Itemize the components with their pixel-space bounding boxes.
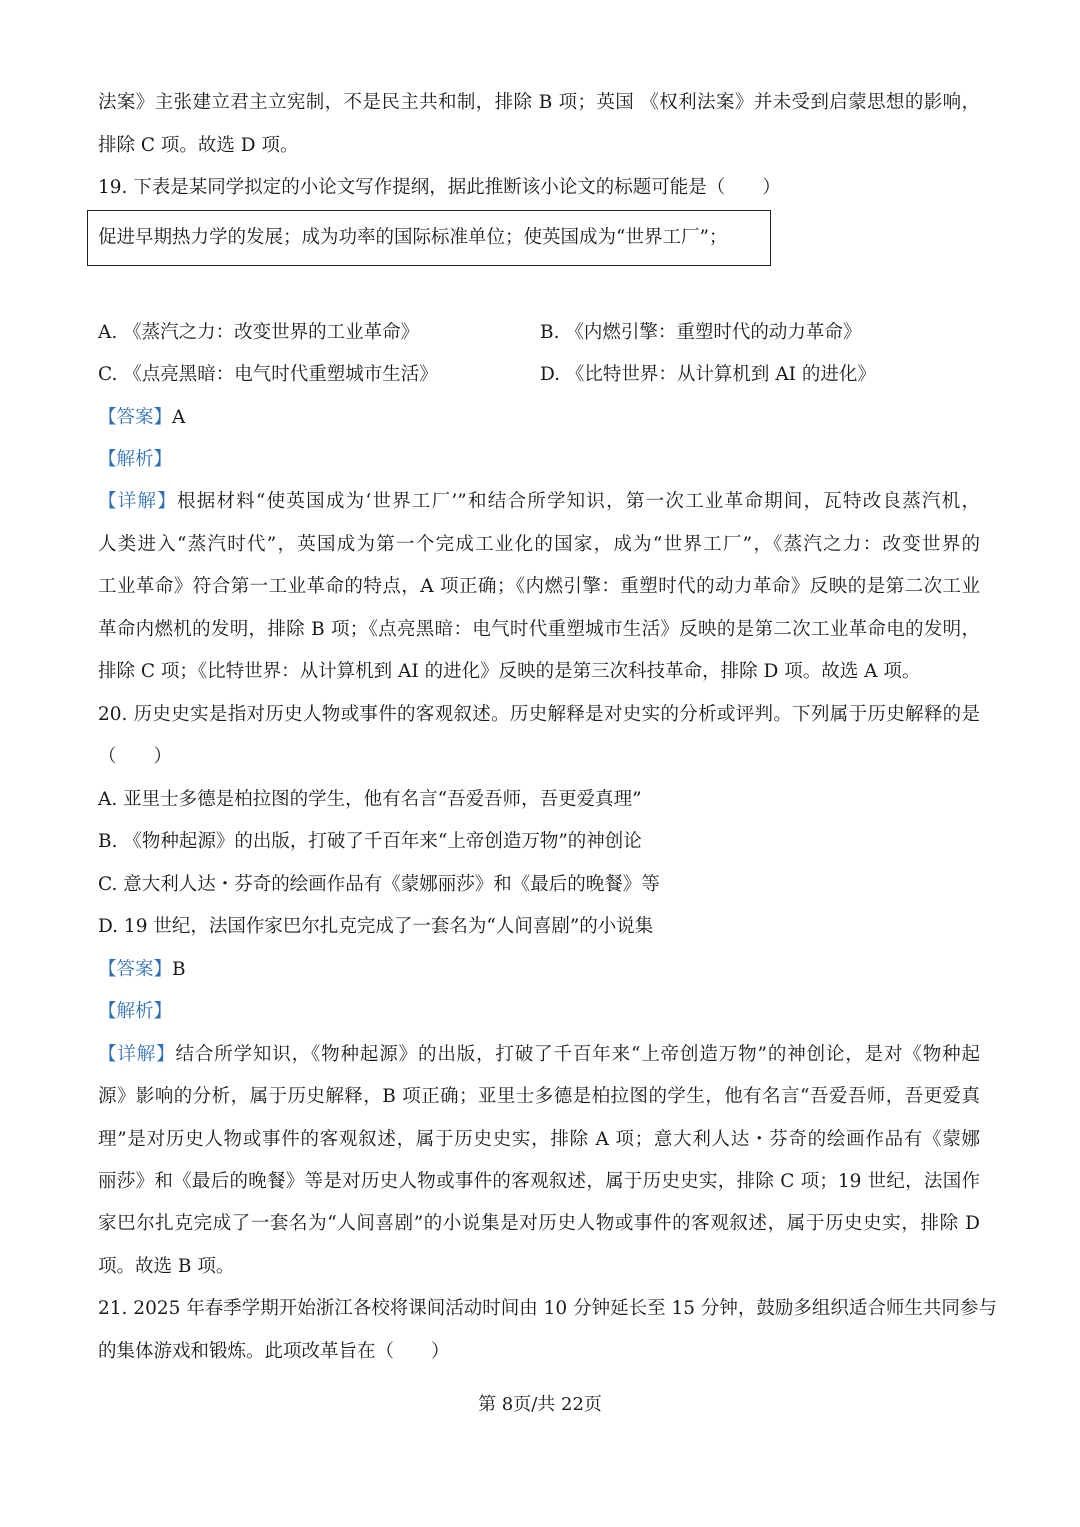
q20-option-d: D. 19 世纪，法国作家巴尔扎克完成了一套名为“人间喜剧”的小说集: [98, 916, 654, 937]
q19-outline-text: 促进早期热力学的发展；成为功率的国际标准单位；使英国成为“世界工厂”；: [98, 227, 728, 248]
q20-analysis-tag: [98, 999, 172, 1025]
q20-answer: [98, 957, 186, 983]
continuation-line-2: 排除 C 项。故选 D 项。: [98, 135, 299, 156]
q20-detail-line-3: 理”是对历史人物或事件的客观叙述，属于历史史实，排除 A 项；意大利人达・芬奇的绘画作品有《蒙娜: [98, 1129, 980, 1150]
q19-option-row-1: [98, 320, 862, 346]
q20-detail-tag: 【详解】: [98, 1044, 176, 1065]
q20-answer-value: B: [172, 959, 186, 980]
q19-option-c: C. 《点亮黑暗：电气时代重塑城市生活》: [98, 364, 438, 385]
q20-answer-tag: 【答案】: [98, 959, 173, 980]
q20-detail-line-2: 源》影响的分析，属于历史解释，B 项正确；亚里士多德是柏拉图的学生，他有名言“吾爱吾师，吾更爱真: [98, 1086, 980, 1107]
q19-detail-text-1: 根据材料“使英国成为‘世界工厂’”和结合所学知识，第一次工业革命期间，瓦特改良蒸汽机，: [176, 491, 980, 512]
q19-option-d: D. 《比特世界：从计算机到 AI 的进化》: [540, 364, 876, 385]
q19-analysis-label: 【解析】: [98, 449, 173, 470]
q20-stem-line-2: （ ）: [98, 746, 173, 767]
q19-detail-line-5: 排除 C 项；《比特世界：从计算机到 AI 的进化》反映的是第三次科技革命，排除 D 项。故选 A 项。: [98, 661, 921, 682]
q20-option-a: A. 亚里士多德是柏拉图的学生，他有名言“吾爱吾师，吾更爱真理”: [98, 789, 642, 810]
q20-detail-text-1: 结合所学知识，《物种起源》的出版，打破了千百年来“上帝创造万物”的神创论，是对《物种起: [175, 1044, 980, 1065]
q19-detail-line-4: 革命内燃机的发明，排除 B 项；《点亮黑暗：电气时代重塑城市生活》反映的是第二次工业革命电的发明，: [98, 619, 980, 640]
q20-detail-line-4: 丽莎》和《最后的晚餐》等是对历史人物或事件的客观叙述，属于历史史实，排除 C 项；19 世纪，法国作: [98, 1171, 980, 1192]
q19-stem: 19. 下表是某同学拟定的小论文写作提纲，据此推断该小论文的标题可能是（ ）: [98, 177, 781, 198]
q20-detail-line-1: [98, 1042, 980, 1068]
q19-detail-line-1: [98, 489, 980, 515]
q19-option-row-2: [98, 362, 876, 388]
q19-analysis-tag: [98, 447, 172, 473]
q19-answer-tag: 【答案】: [98, 407, 173, 428]
q19-option-a: A. 《蒸汽之力：改变世界的工业革命》: [98, 322, 420, 343]
q20-option-c: C. 意大利人达・芬奇的绘画作品有《蒙娜丽莎》和《最后的晚餐》等: [98, 874, 660, 895]
q20-option-b: B. 《物种起源》的出版，打破了千百年来“上帝创造万物”的神创论: [98, 831, 642, 852]
page-footer: 第 8页/共 22页: [478, 1394, 602, 1415]
q20-stem-line-1: 20. 历史史实是指对历史人物或事件的客观叙述。历史解释是对史实的分析或评判。下列属于历史解释的是: [98, 704, 980, 725]
q20-detail-line-5: 家巴尔扎克完成了一套名为“人间喜剧”的小说集是对历史人物或事件的客观叙述，属于历史史实，排除 D: [98, 1213, 980, 1234]
q20-analysis-label: 【解析】: [98, 1001, 173, 1022]
q19-outline-box: [87, 210, 771, 266]
q19-detail-line-2: 人类进入“蒸汽时代”，英国成为第一个完成工业化的国家，成为“世界工厂”，《蒸汽之力：改变世界的: [98, 534, 980, 555]
continuation-line-1: 法案》主张建立君主立宪制，不是民主共和制，排除 B 项；英国 《权利法案》并未受到启蒙思想的影响，: [98, 92, 980, 113]
q21-stem-line-2: 的集体游戏和锻炼。此项改革旨在（ ）: [98, 1341, 450, 1362]
q20-detail-line-6: 项。故选 B 项。: [98, 1256, 235, 1277]
q19-detail-line-3: 工业革命》符合第一工业革命的特点，A 项正确；《内燃引擎：重塑时代的动力革命》反映的是第二次工业: [98, 576, 980, 597]
q19-answer: [98, 405, 185, 431]
q19-answer-value: A: [172, 407, 186, 428]
q19-option-b: B. 《内燃引擎：重塑时代的动力革命》: [540, 322, 862, 343]
q19-detail-tag: 【详解】: [98, 491, 177, 512]
q21-stem-line-1: 21. 2025 年春季学期开始浙江各校将课间活动时间由 10 分钟延长至 15 分钟，鼓励多组织适合师生共同参与: [98, 1298, 997, 1319]
